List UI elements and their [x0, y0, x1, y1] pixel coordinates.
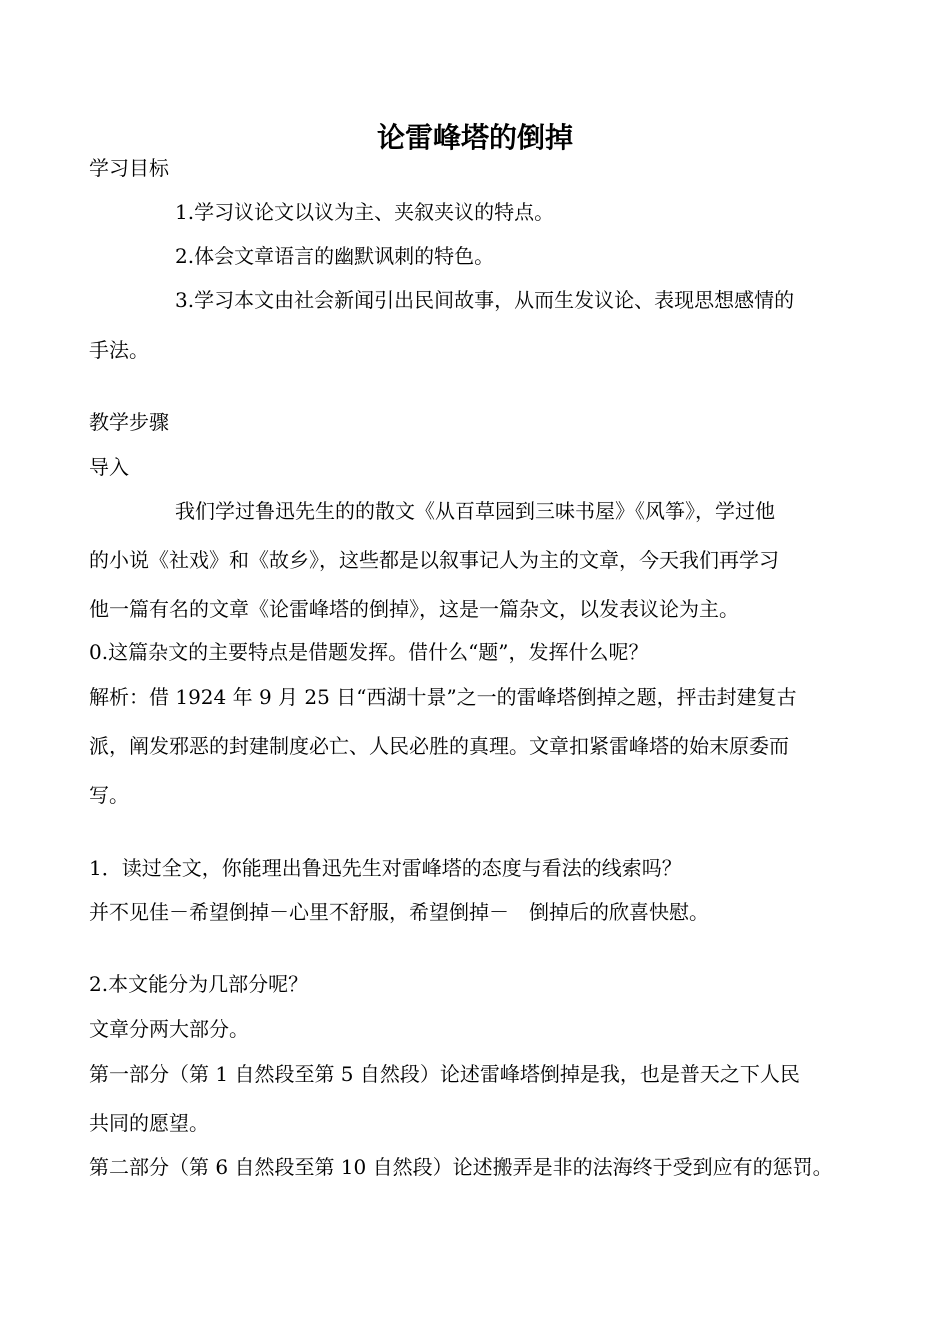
answer-0-line-2: 派，阐发邪恶的封建制度必亡、人民必胜的真理。文章扣紧雷峰塔的始末原委而: [89, 734, 789, 758]
intro-heading: 导入: [89, 455, 129, 479]
objective-item-1: 1.学习议论文以议为主、夹叙夹议的特点。: [175, 200, 555, 224]
answer-2-line-1: 文章分两大部分。: [89, 1017, 249, 1041]
answer-2-line-4: 第二部分（第 6 自然段至第 10 自然段）论述搬弄是非的法海终于受到应有的惩罚。: [89, 1155, 833, 1179]
intro-paragraph-line-1: 我们学过鲁迅先生的的散文《从百草园到三味书屋》《风筝》，学过他: [175, 499, 775, 523]
document-title: 论雷峰塔的倒掉: [376, 121, 573, 154]
objective-item-3-continued: 手法。: [89, 338, 149, 362]
answer-0-line-3: 写。: [89, 783, 129, 807]
intro-paragraph-line-2: 的小说《社戏》和《故乡》，这些都是以叙事记人为主的文章，今天我们再学习: [89, 548, 779, 572]
objectives-heading: 学习目标: [89, 156, 169, 180]
answer-2-line-3: 共同的愿望。: [89, 1111, 209, 1135]
intro-paragraph-line-3: 他一篇有名的文章《论雷峰塔的倒掉》，这是一篇杂文，以发表议论为主。: [89, 597, 739, 621]
question-2: 2.本文能分为几部分呢？: [89, 972, 309, 996]
answer-2-line-2: 第一部分（第 1 自然段至第 5 自然段）论述雷峰塔倒掉是我，也是普天之下人民: [89, 1062, 800, 1086]
objective-item-3: 3.学习本文由社会新闻引出民间故事，从而生发议论、表现思想感情的: [175, 288, 795, 312]
question-0: 0.这篇杂文的主要特点是借题发挥。借什么“题”，发挥什么呢？: [89, 640, 649, 664]
answer-1: 并不见佳－希望倒掉－心里不舒服，希望倒掉－ 倒掉后的欣喜快慰。: [89, 900, 709, 924]
question-1: 1．读过全文，你能理出鲁迅先生对雷峰塔的态度与看法的线索吗？: [89, 856, 682, 880]
answer-0-line-1: 解析：借 1924 年 9 月 25 日“西湖十景”之一的雷峰塔倒掉之题，抨击封建复古: [89, 685, 797, 709]
steps-heading: 教学步骤: [89, 410, 169, 434]
objective-item-2: 2.体会文章语言的幽默讽刺的特色。: [175, 244, 495, 268]
